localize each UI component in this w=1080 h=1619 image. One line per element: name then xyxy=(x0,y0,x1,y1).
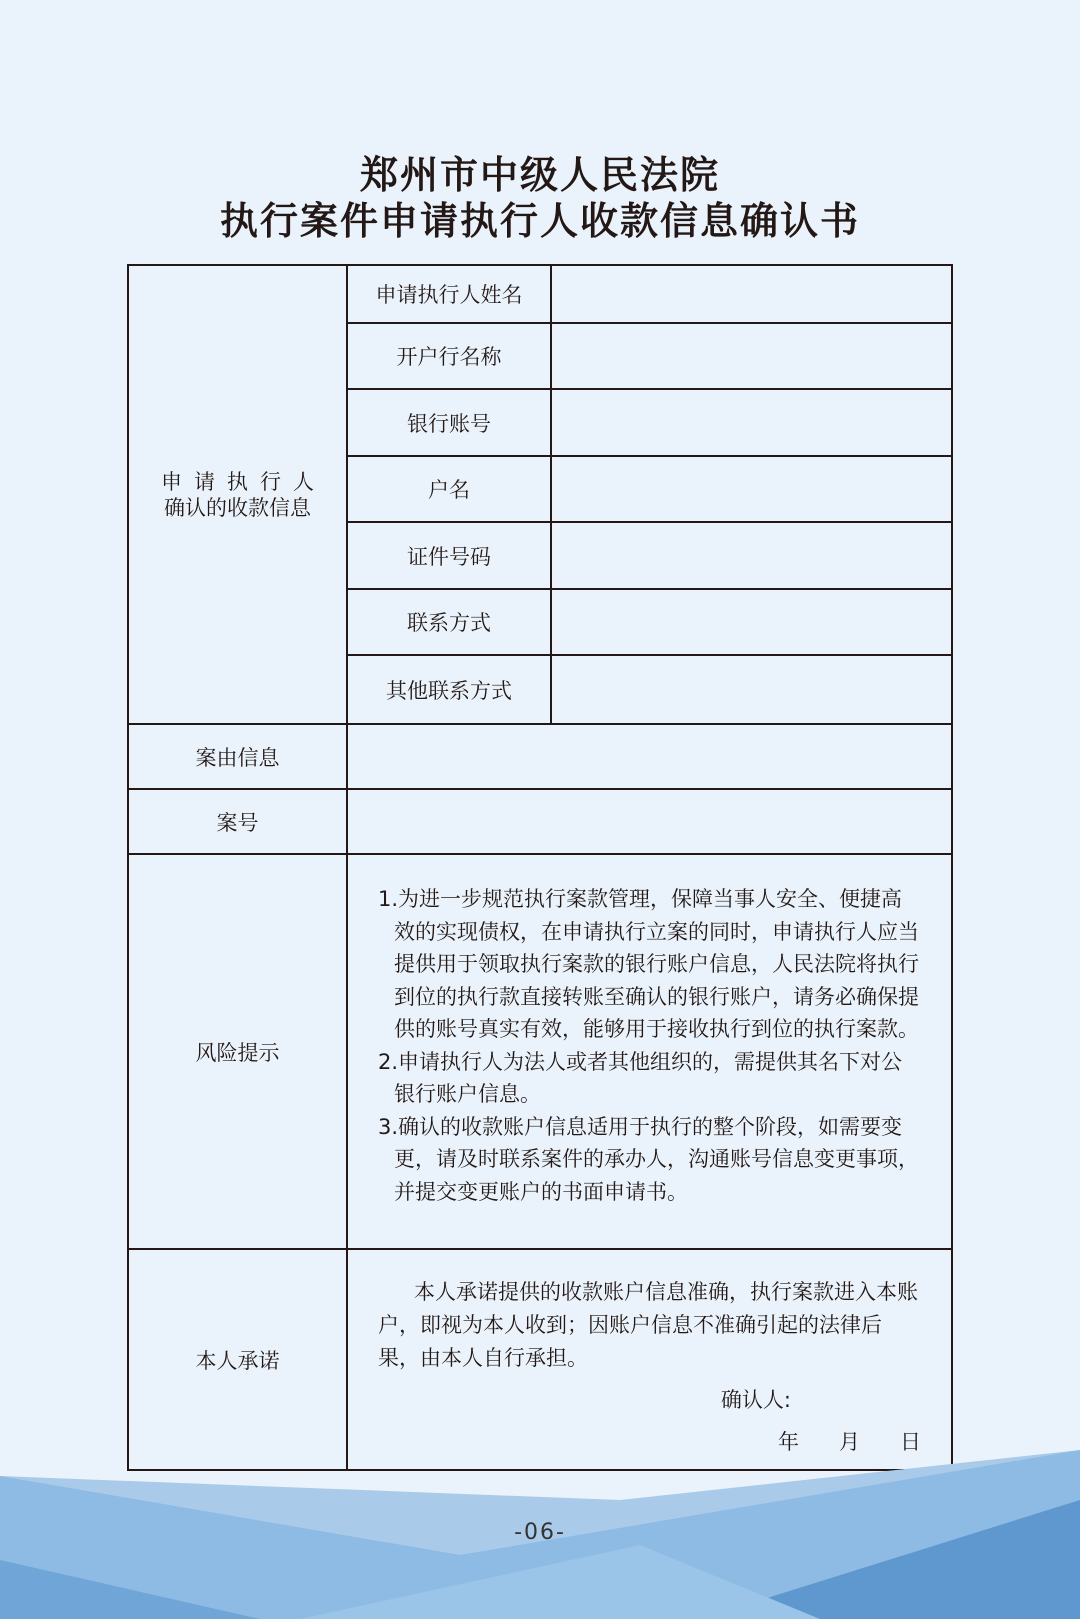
document-title-line1: 郑州市中级人民法院 xyxy=(359,152,720,197)
risk-item-2: 2.申请执行人为法人或者其他组织的，需提供其名下对公银行账户信息。 xyxy=(378,1049,903,1106)
field-label-contact: 联系方式 xyxy=(347,589,551,655)
date-day: 日 xyxy=(900,1430,921,1454)
promise-text: 本人承诺提供的收款账户信息准确，执行案款进入本账户，即视为本人收到；因账户信息不准确引起的法律后果，由本人自行承担。 xyxy=(378,1280,918,1370)
risk-item-1: 1.为进一步规范执行案款管理，保障当事人安全、便捷高效的实现债权，在申请执行立案的同时，申请执行人应当提供用于领取执行案款的银行账户信息，人民法院将执行到位的执行款直接转账至确认的银行账户，请务必确保提供的账号真实有效，能够用于接收执行到位的执行案款。 xyxy=(378,887,919,1041)
risk-warning-label: 风险提示 xyxy=(128,854,347,1249)
field-label-other-contact: 其他联系方式 xyxy=(347,655,551,724)
promise-label: 本人承诺 xyxy=(128,1249,347,1470)
page-number: -06- xyxy=(514,1520,566,1545)
group-label-line2: 确认的收款信息 xyxy=(164,495,311,520)
field-label-bank-account: 银行账号 xyxy=(347,389,551,456)
risk-item-3: 3.确认的收款账户信息适用于执行的整个阶段，如需要变更，请及时联系案件的承办人，沟通账号信息变更事项，并提交变更账户的书面申请书。 xyxy=(378,1114,919,1204)
group-label-line1: 申请执行人 xyxy=(161,469,326,494)
field-label-bank-name: 开户行名称 xyxy=(347,323,551,389)
document-title-line2: 执行案件申请执行人收款信息确认书 xyxy=(219,198,860,243)
case-reason-label: 案由信息 xyxy=(128,724,347,789)
case-number-label: 案号 xyxy=(128,789,347,854)
date-month: 月 xyxy=(839,1430,860,1454)
field-label-applicant-name: 申请执行人姓名 xyxy=(347,265,551,323)
field-label-account-holder: 户名 xyxy=(347,456,551,522)
signer-label: 确认人: xyxy=(720,1388,791,1412)
date-year: 年 xyxy=(778,1430,799,1454)
field-label-id-number: 证件号码 xyxy=(347,522,551,589)
